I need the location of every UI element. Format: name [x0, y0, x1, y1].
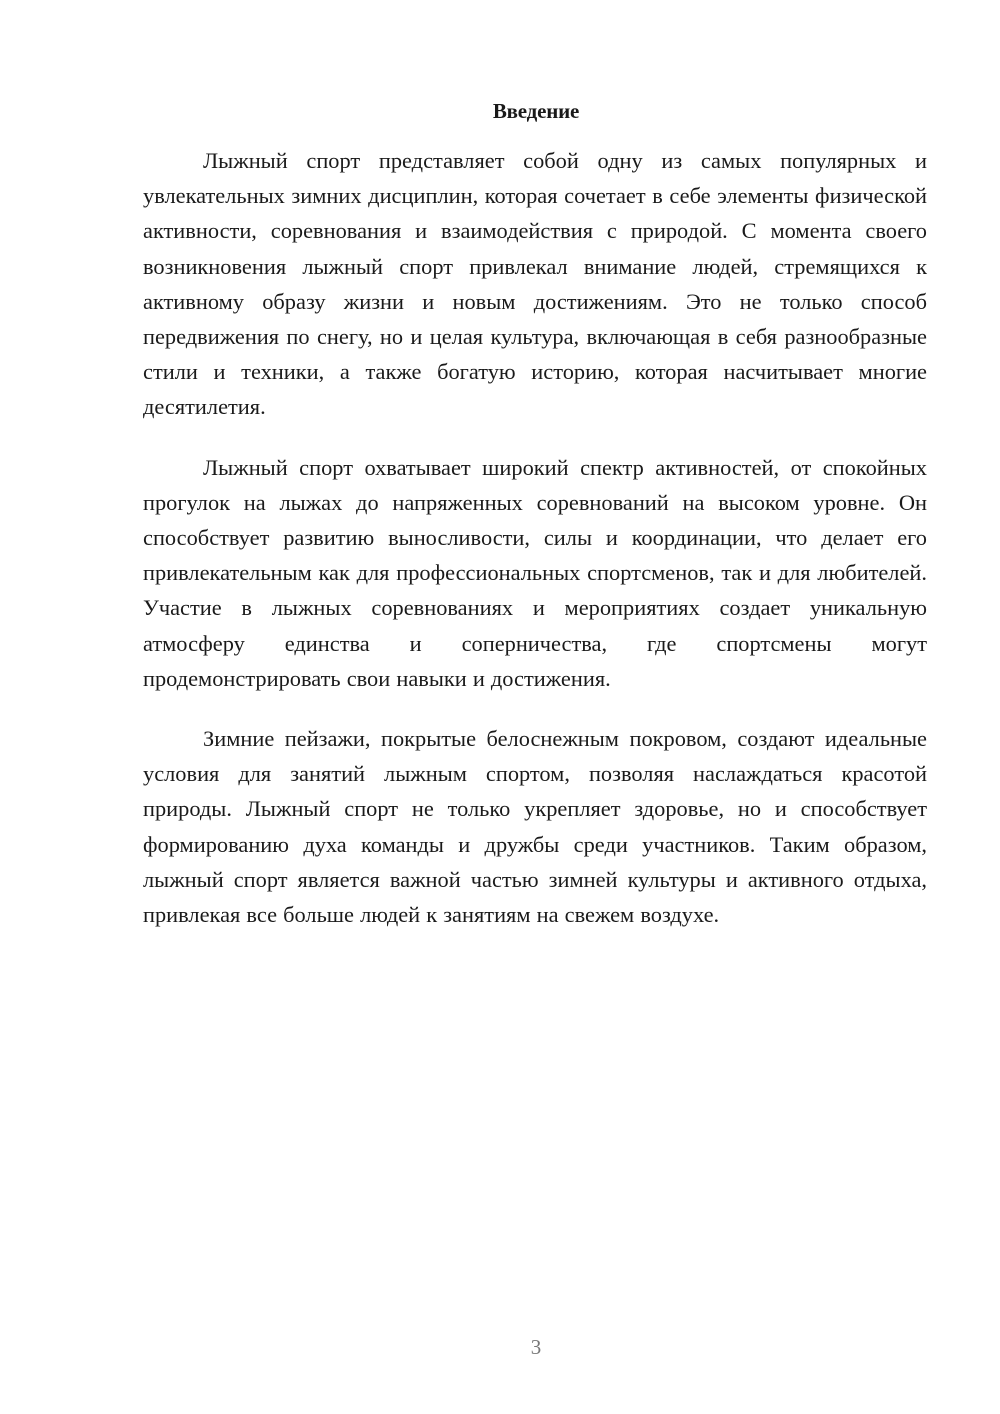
paragraph-2: Лыжный спорт охватывает широкий спектр активностей, от спокойных прогулок на лыжах до напряженных соревнований на высоком уровне. Он способствует развитию выносливости, силы и координации, что делает его привлекательным как для профессиональных спортсменов, так и для любителей. Участие в лыжных соревнованиях и мероприятиях создает уникальную атмосферу единства и соперничества, где спортсмены могут продемонстрировать свои навыки и достижения.: [143, 454, 927, 691]
paragraph-1: Лыжный спорт представляет собой одну из самых популярных и увлекательных зимних дисциплин, которая сочетает в себе элементы физической активности, соревнования и взаимодействия с природой. С момента своего возникновения лыжный спорт привлекал внимание людей, стремящихся к активному образу жизни и новым достижениям. Это не только способ передвижения по снегу, но и целая культура, включающая в себя разнообразные стили и техники, а также богатую историю, которая насчитывает многие десятилетия.: [143, 148, 927, 420]
document-body: [143, 143, 927, 957]
page-title: Введение: [492, 99, 580, 123]
paragraph-3: Зимние пейзажи, покрытые белоснежным покровом, создают идеальные условия для занятий лыжным спортом, позволяя наслаждаться красотой природы. Лыжный спорт не только укрепляет здоровье, но и способствует формированию духа команды и дружбы среди участников. Таким образом, лыжный спорт является важной частью зимней культуры и активного отдыха, привлекая все больше людей к занятиям на свежем воздухе.: [143, 726, 927, 928]
page-number: 3: [530, 1335, 542, 1359]
